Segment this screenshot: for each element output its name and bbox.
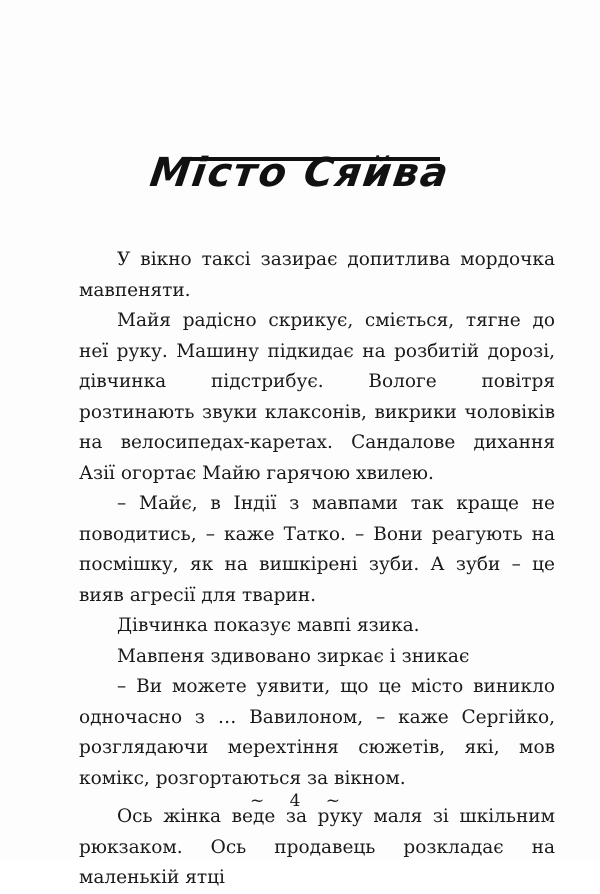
paragraph: – Ви можете уявити, що це місто виникло одночасно з … Вавилоном, – каже Сергійко, розглядаючи мерехтіння сюжетів, які, мов комікс, розгортаються за вікном. (79, 676, 555, 789)
paragraph: Дівчинка показує мавпі язика. (117, 615, 420, 636)
paragraph: У вікно таксі зазирає допитлива мордочка мавпеняти. (79, 249, 555, 301)
page-number: ~ 4 ~ (249, 791, 351, 811)
chapter-title: Місто Сяйва (147, 150, 453, 196)
paragraph: Мавпеня здивовано зиркає і зникає (117, 645, 470, 667)
paragraph: Майя радісно скрикує, сміється, тягне до неї руку. Машину підкидає на розбитій дорозі, дівчинка підстрибує. Вологе повітря розтинають звуки клаксонів, викрики чоловіків на велосипедах-каретах. Сандалове дихання Азії огортає Майю гарячою хвилею. (79, 310, 555, 484)
paragraph: Ось жінка веде за руку маля зі шкільним рюкзаком. Ось продавець розкладає на маленькій ятці (79, 806, 555, 888)
paragraph: – Майє, в Індії з мавпами так краще не поводитись, – каже Татко. – Вони реагують на посмішку, як на вишкірені зуби. А зуби – це вияв агресії для тварин. (79, 493, 555, 606)
